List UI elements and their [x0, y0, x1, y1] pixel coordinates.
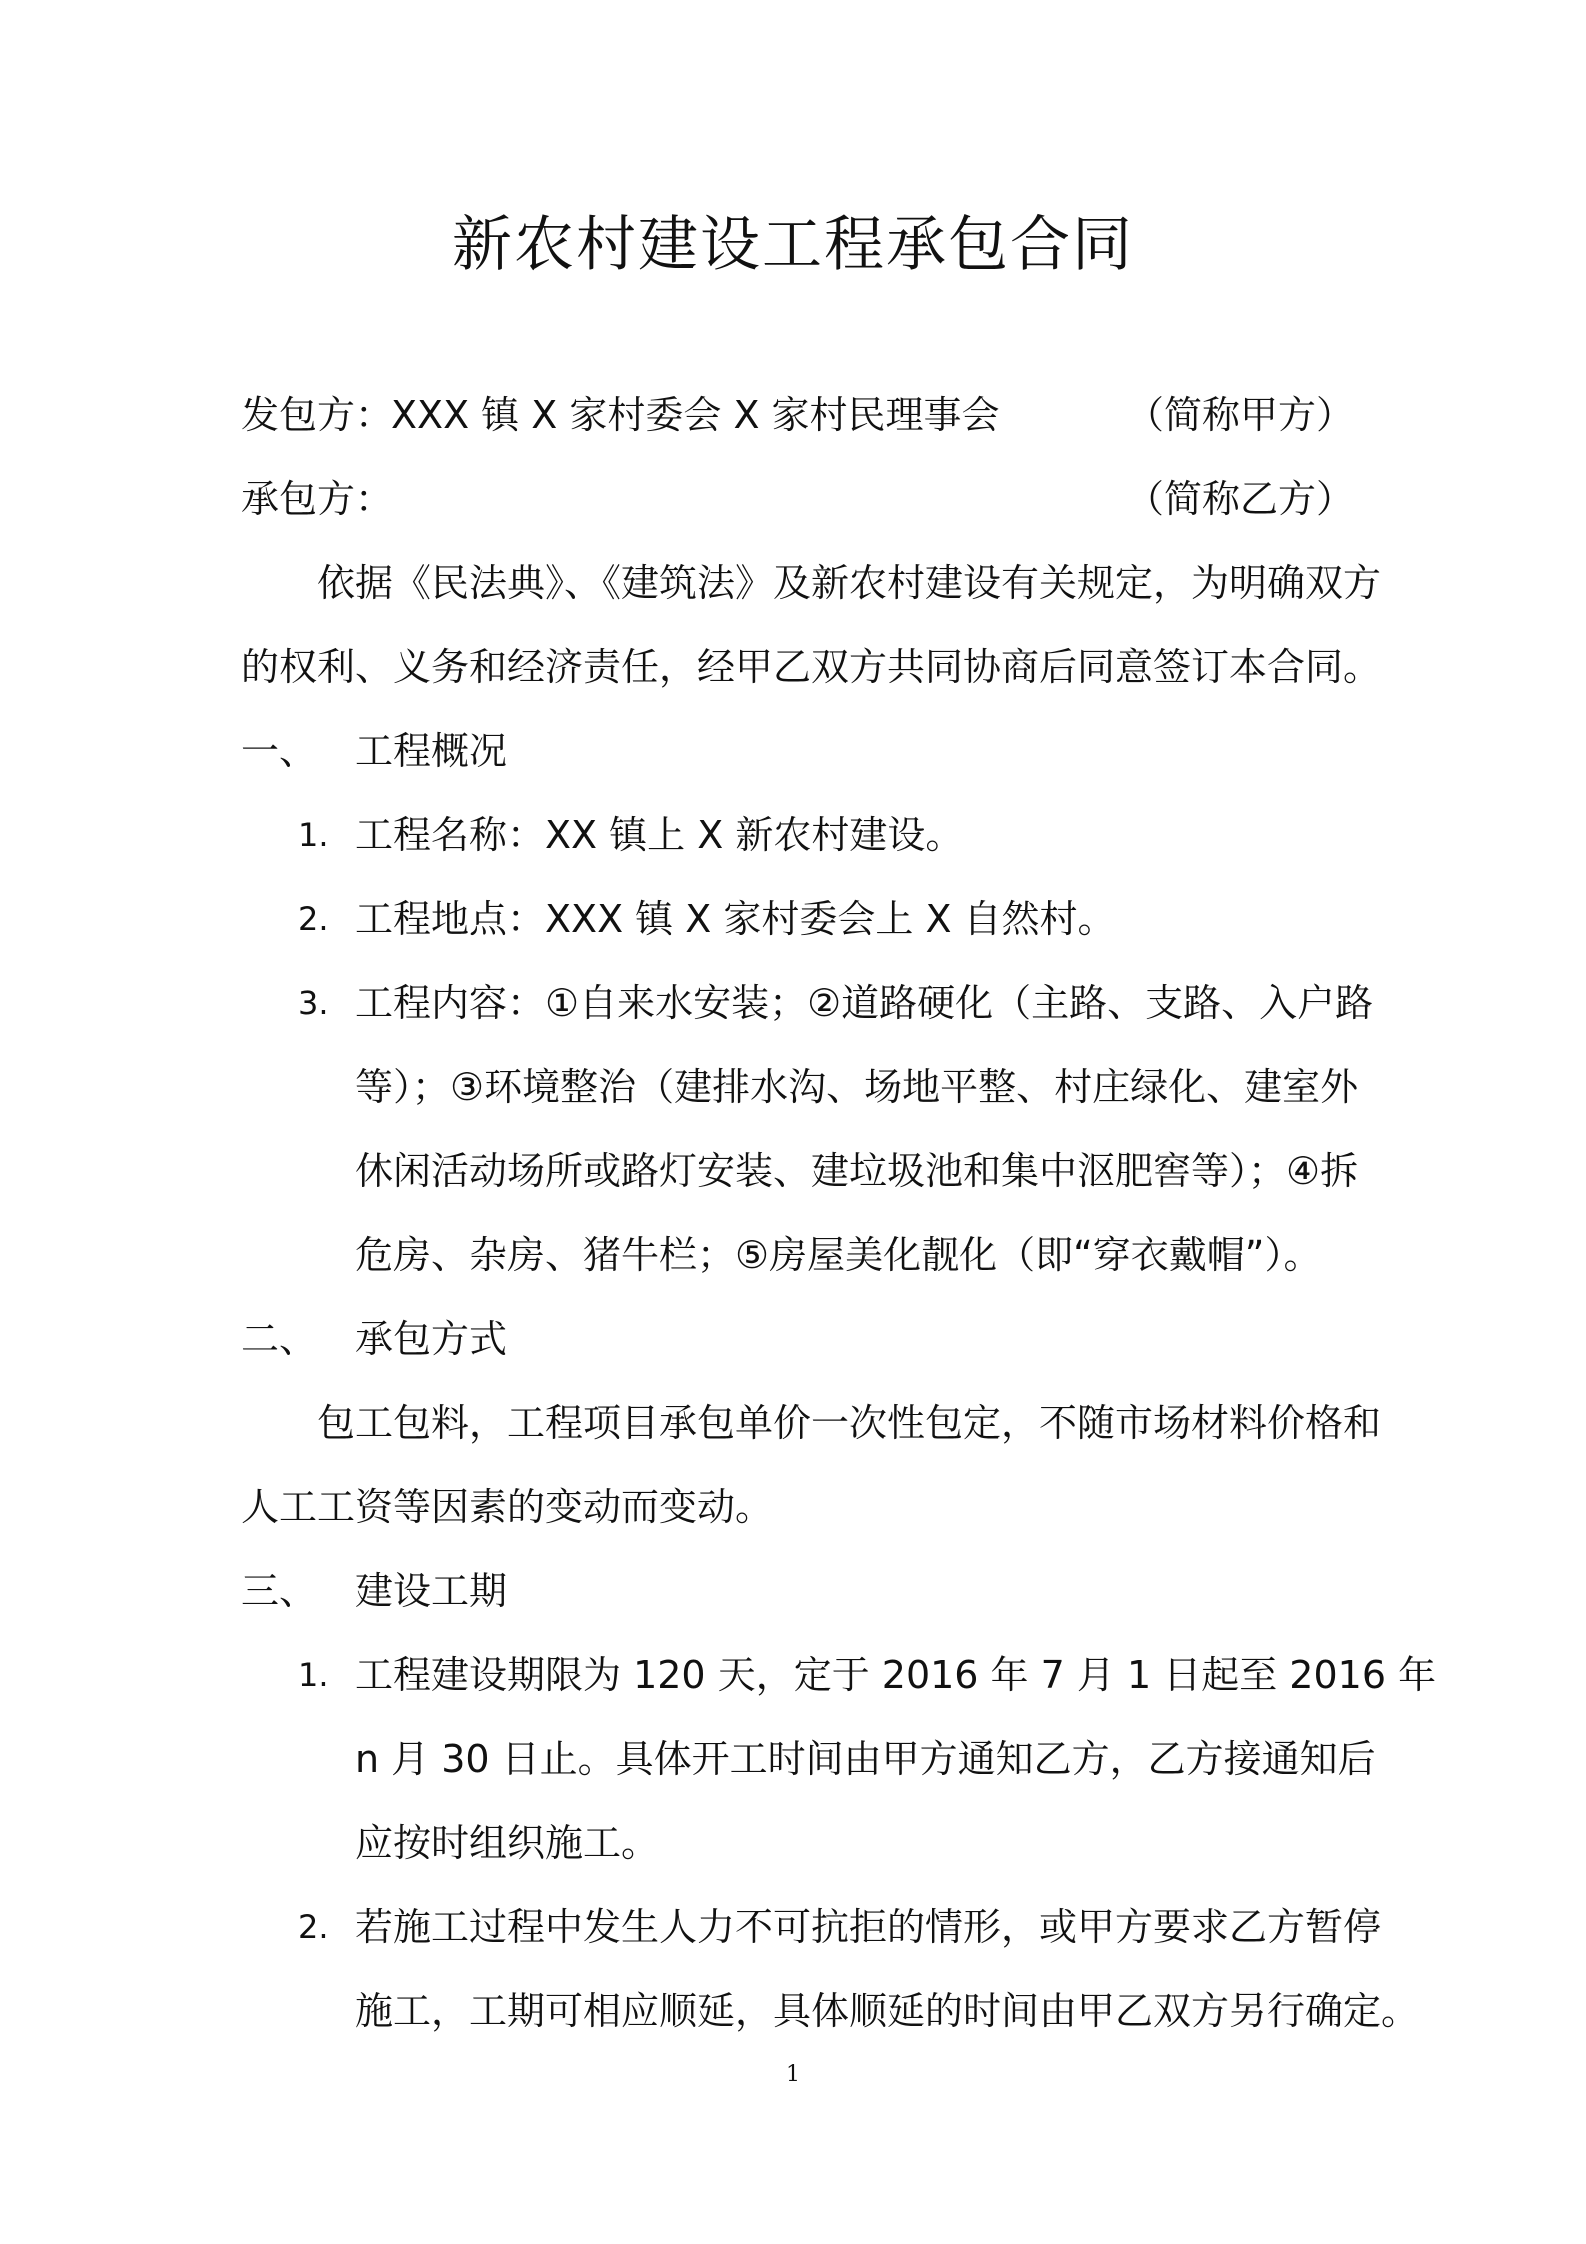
- party-b-label: 承包方：: [241, 477, 394, 521]
- section-title: 建设工期: [355, 1569, 508, 1613]
- section-title: 承包方式: [355, 1317, 508, 1361]
- section-number: 二、: [241, 1317, 318, 1361]
- party-b-abbreviation: （简称乙方）: [1125, 477, 1354, 521]
- intro-line: 依据《民法典》、《建筑法》及新农村建设有关规定，为明确双方: [317, 561, 1382, 605]
- item-number: 3.: [298, 984, 329, 1022]
- paragraph-line: 人工工资等因素的变动而变动。: [241, 1485, 774, 1529]
- item-number: 2.: [298, 900, 329, 938]
- item-line: 工程内容：①自来水安装；②道路硬化（主路、支路、入户路: [355, 981, 1374, 1025]
- section-title: 工程概况: [355, 729, 508, 773]
- item-line: 工程地点：XXX 镇 X 家村委会上 X 自然村。: [355, 897, 1116, 941]
- item-line: 等）；③环境整治（建排水沟、场地平整、村庄绿化、建室外: [355, 1065, 1359, 1109]
- document-title: 新农村建设工程承包合同: [452, 210, 1134, 280]
- item-line: 危房、杂房、猪牛栏；⑤房屋美化靓化（即“穿衣戴帽”）。: [355, 1233, 1322, 1277]
- party-a-value: XXX 镇 X 家村委会 X 家村民理事会: [391, 393, 1000, 437]
- item-line: 若施工过程中发生人力不可抗拒的情形，或甲方要求乙方暂停: [355, 1905, 1382, 1949]
- party-a-label: 发包方：: [241, 393, 394, 437]
- item-line: 应按时组织施工。: [355, 1821, 660, 1865]
- party-a-abbreviation: （简称甲方）: [1125, 393, 1354, 437]
- item-line: n 月 30 日止。具体开工时间由甲方通知乙方，乙方接通知后: [355, 1737, 1376, 1781]
- section-number: 三、: [241, 1569, 318, 1613]
- item-line: 休闲活动场所或路灯安装、建垃圾池和集中沤肥窖等）；④拆: [355, 1149, 1359, 1193]
- page-number: 1: [786, 2062, 800, 2087]
- paragraph-line: 包工包料，工程项目承包单价一次性包定，不随市场材料价格和: [317, 1401, 1382, 1445]
- intro-line: 的权利、义务和经济责任，经甲乙双方共同协商后同意签订本合同。: [241, 645, 1382, 689]
- item-line: 工程名称：XX 镇上 X 新农村建设。: [355, 813, 964, 857]
- item-number: 1.: [298, 816, 329, 854]
- item-line: 工程建设期限为 120 天，定于 2016 年 7 月 1 日起至 2016 年: [355, 1653, 1437, 1697]
- item-number: 1.: [298, 1656, 329, 1694]
- section-number: 一、: [241, 729, 318, 773]
- item-line: 施工，工期可相应顺延，具体顺延的时间由甲乙双方另行确定。: [355, 1989, 1420, 2033]
- item-number: 2.: [298, 1908, 329, 1946]
